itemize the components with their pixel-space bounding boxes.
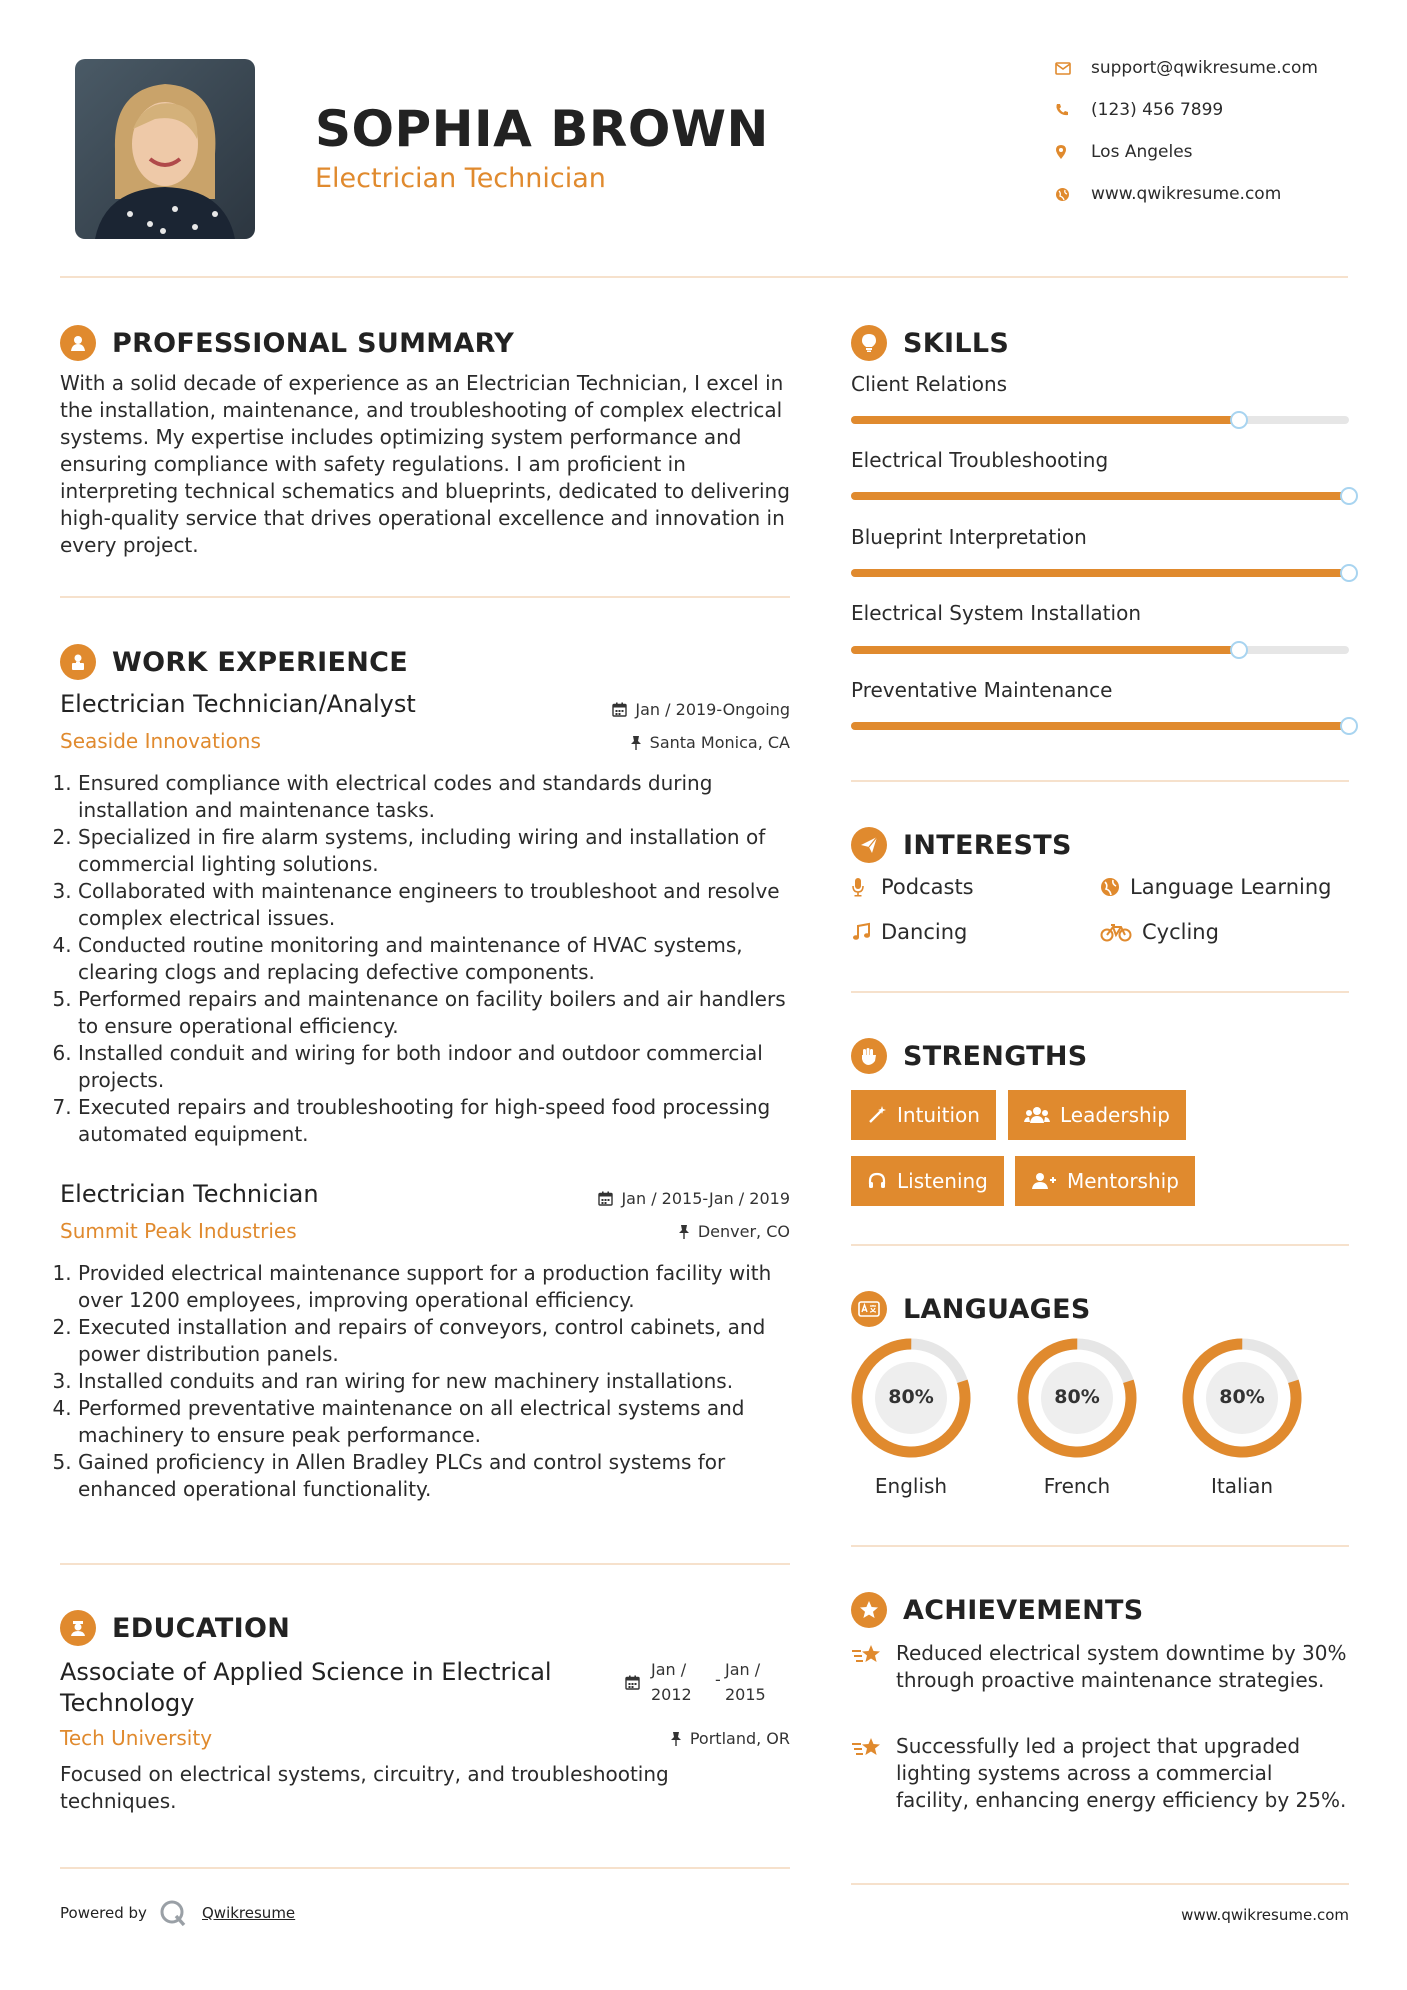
job-2-location-text: Denver, CO [697,1222,790,1241]
skill-bar-knob [1340,487,1358,505]
job-1-location-text: Santa Monica, CA [649,733,790,752]
summary-text: With a solid decade of experience as an Electrician Technician, I excel in the installation, maintenance, and troubleshooting of complex electrical systems. My expertise includes optimizing system performance and ensuring compliance with safety regulations. I am proficient in interpreting technical schematics and blueprints, dedicated to delivering high-quality service that drives operational excellence and innovation in every project. [60,371,790,557]
language-ring-english [851,1338,971,1458]
magic-wand-icon [867,1105,887,1125]
skill-bar [851,569,1349,577]
list-item: 4. Conducted routine monitoring and maintenance of HVAC systems, clearing clogs and replacing defective components. [78,932,800,986]
skill-bar [851,646,1349,654]
language-name: Italian [1210,1474,1274,1498]
raised-fist-icon [851,1038,887,1074]
education-degree [60,1657,620,1719]
user-plus-icon [1031,1171,1057,1191]
summary-title: PROFESSIONAL SUMMARY [112,327,515,359]
header-divider [60,276,1348,278]
education-degree-line-2: Technology [60,1689,195,1717]
achievement-text: Reduced electrical system downtime by 30% through proactive maintenance strategies. [896,1641,1347,1692]
summary-divider [60,596,790,598]
work-heading [60,644,408,680]
job-2-bullets [60,1260,800,1503]
interest-podcasts [851,875,974,899]
contact-email-text: support@qwikresume.com [1091,58,1318,78]
achievements-heading [851,1592,1144,1628]
skill-bar [851,492,1349,500]
interest-cycling [1100,920,1219,944]
avatar [75,59,255,239]
contact-phone-text: (123) 456 7899 [1091,100,1224,120]
achievements-divider [851,1883,1349,1885]
job-1-dates-text: Jan / 2019-Ongoing [635,700,790,719]
skill-bar [851,416,1349,424]
powered-by-label: Powered by [60,1904,147,1922]
skill-bar-fill [851,416,1239,424]
language-percent: 80% [1219,1386,1265,1408]
achievement-item [851,1640,1349,1694]
skills-heading [851,325,1009,361]
list-item: 1. Provided electrical maintenance support for a production facility with over 1200 employees, improving operational efficiency. [78,1260,800,1314]
job-1-dates [480,700,790,719]
language-ring-italian [1182,1338,1302,1458]
list-item: 2. Executed installation and repairs of conveyors, control cabinets, and power distribution panels. [78,1314,800,1368]
strength-tag-listening [851,1156,1004,1206]
calendar-icon [625,1675,640,1690]
interest-label: Podcasts [881,875,974,899]
pushpin-icon [678,1224,690,1239]
summary-heading [60,325,514,361]
interest-language-learning [1100,875,1331,899]
shooting-star-icon [851,1733,896,1814]
skill-name: Blueprint Interpretation [851,525,1087,549]
skill-bar-knob [1230,641,1248,659]
list-item: 7. Executed repairs and troubleshooting for high-speed food processing automated equipment. [78,1094,800,1148]
microphone-icon [851,877,881,897]
contact-phone[interactable] [1055,100,1223,120]
qwikresume-logo-icon [158,1898,188,1928]
contact-location [1055,142,1193,162]
bicycle-icon [1100,922,1142,942]
briefcase-user-icon [60,644,96,680]
education-location [480,1729,790,1748]
strength-tag-leadership [1008,1090,1186,1140]
achievement-item [851,1733,1349,1814]
language-ring-french [1017,1338,1137,1458]
language-name: English [874,1474,948,1498]
candidate-name: SOPHIA BROWN [315,100,769,158]
education-start-year: 2012 [651,1685,692,1704]
list-item: 4. Performed preventative maintenance on all electrical systems and machinery to ensure peak performance. [78,1395,800,1449]
work-title: WORK EXPERIENCE [112,646,408,678]
strength-label: Mentorship [1067,1169,1179,1193]
globe-icon [1055,187,1091,202]
languages-divider [851,1545,1349,1547]
job-2-company: Summit Peak Industries [60,1219,297,1243]
languages-title: LANGUAGES [903,1293,1091,1325]
interest-label: Dancing [881,920,968,944]
strength-tag-intuition [851,1090,996,1140]
job-1-location [480,733,790,752]
language-name: French [1043,1474,1111,1498]
job-2-dates-text: Jan / 2015-Jan / 2019 [621,1189,790,1208]
star-badge-icon [851,1592,887,1628]
skills-title: SKILLS [903,327,1010,359]
skill-bar-fill [851,492,1349,500]
skill-bar-fill [851,722,1349,730]
shooting-star-icon [851,1640,896,1694]
job-2-dates [480,1189,790,1208]
pushpin-icon [670,1731,682,1746]
skill-bar-knob [1340,717,1358,735]
footer-brand-link[interactable] [158,1898,295,1928]
interests-title: INTERESTS [903,829,1072,861]
footer-brand-text: Qwikresume [202,1904,296,1922]
skill-name: Preventative Maintenance [851,678,1113,702]
strength-label: Intuition [897,1103,980,1127]
job-1-bullets [60,770,800,1148]
interest-dancing [851,920,967,944]
education-end-year: 2015 [725,1685,766,1704]
job-1-company: Seaside Innovations [60,729,261,753]
education-title: EDUCATION [112,1612,291,1644]
language-percent: 80% [1054,1386,1100,1408]
strengths-heading [851,1038,1088,1074]
education-end-month: Jan / [725,1660,761,1679]
skill-name: Electrical Troubleshooting [851,448,1109,472]
globe-icon [1100,877,1130,897]
interests-heading [851,827,1072,863]
interest-label: Cycling [1142,920,1219,944]
contact-email[interactable] [1055,58,1318,78]
skill-name: Electrical System Installation [851,601,1141,625]
translate-icon [851,1291,887,1327]
contact-website[interactable] [1055,184,1281,204]
interest-label: Language Learning [1130,875,1332,899]
graduate-icon [60,1610,96,1646]
profile-photo [75,59,255,239]
skill-bar-fill [851,646,1239,654]
calendar-icon [612,702,627,717]
strengths-divider [851,1244,1349,1246]
strength-label: Listening [897,1169,988,1193]
language-percent: 80% [888,1386,934,1408]
pushpin-icon [630,735,642,750]
job-1-role: Electrician Technician/Analyst [60,690,416,718]
education-start-month: Jan / [651,1660,687,1679]
user-icon [60,325,96,361]
strength-tag-mentorship [1015,1156,1195,1206]
languages-heading [851,1291,1091,1327]
paper-plane-icon [851,827,887,863]
list-item: 5. Gained proficiency in Allen Bradley PLCs and control systems for enhanced operational functionality. [78,1449,800,1503]
strength-label: Leadership [1060,1103,1170,1127]
education-school: Tech University [60,1726,213,1750]
job-2-location [480,1222,790,1241]
calendar-icon [598,1191,613,1206]
work-divider [60,1563,790,1565]
education-location-text: Portland, OR [689,1729,790,1748]
education-divider [60,1867,790,1869]
list-item: 6. Installed conduit and wiring for both indoor and outdoor commercial projects. [78,1040,800,1094]
envelope-icon [1055,62,1091,75]
skills-divider [851,780,1349,782]
skill-bar [851,722,1349,730]
candidate-title: Electrician Technician [315,163,606,194]
users-icon [1024,1105,1050,1125]
date-separator: - [715,1670,721,1689]
skill-bar-knob [1340,564,1358,582]
strengths-title: STRENGTHS [903,1040,1088,1072]
education-description: Focused on electrical systems, circuitry, and troubleshooting techniques. [60,1762,669,1813]
skill-bar-knob [1230,411,1248,429]
list-item: 3. Collaborated with maintenance engineers to troubleshoot and resolve complex electrical issues. [78,878,800,932]
contact-website-text: www.qwikresume.com [1091,184,1282,204]
skill-bar-fill [851,569,1349,577]
education-heading [60,1610,290,1646]
skill-name: Client Relations [851,372,1008,396]
headphones-icon [867,1171,887,1191]
footer-website[interactable]: www.qwikresume.com [1181,1906,1349,1924]
lightbulb-icon [851,325,887,361]
list-item: 2. Specialized in fire alarm systems, including wiring and installation of commercial lighting solutions. [78,824,800,878]
contact-location-text: Los Angeles [1091,142,1193,162]
music-note-icon [851,922,881,942]
interests-divider [851,991,1349,993]
map-pin-icon [1055,144,1091,160]
achievement-text: Successfully led a project that upgraded lighting systems across a commercial facility, enhancing energy efficiency by 25%. [896,1734,1347,1812]
achievements-title: ACHIEVEMENTS [903,1594,1144,1626]
education-dates [623,1660,793,1710]
phone-icon [1055,103,1091,117]
list-item: 5. Performed repairs and maintenance on facility boilers and air handlers to ensure operational efficiency. [78,986,800,1040]
list-item: 1. Ensured compliance with electrical codes and standards during installation and maintenance tasks. [78,770,800,824]
list-item: 3. Installed conduits and ran wiring for new machinery installations. [78,1368,800,1395]
education-degree-line-1: Associate of Applied Science in Electrical [60,1658,552,1686]
job-2-role: Electrician Technician [60,1180,319,1208]
